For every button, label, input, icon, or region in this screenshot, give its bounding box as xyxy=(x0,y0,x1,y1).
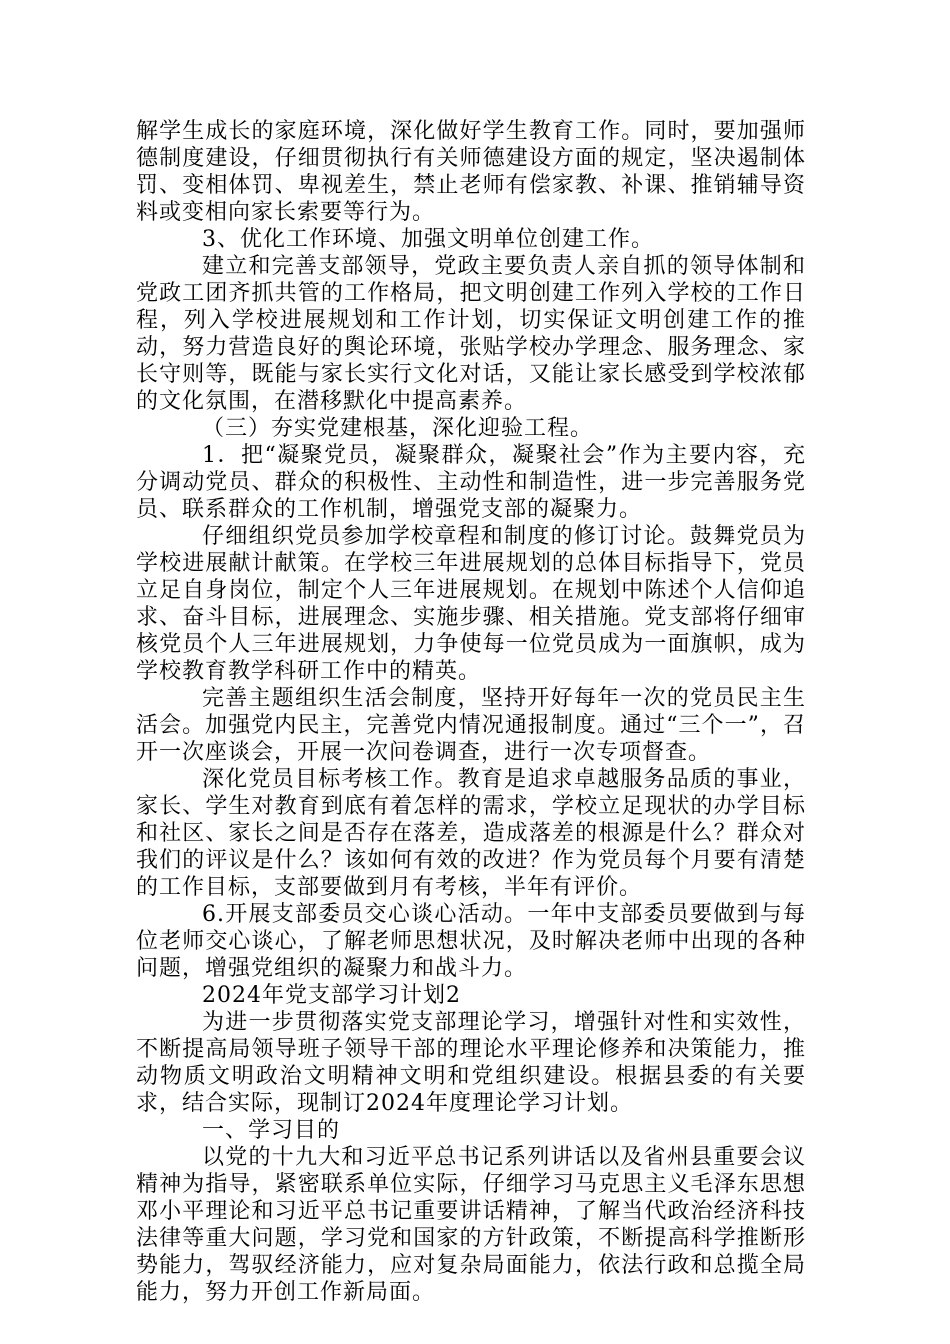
document-page xyxy=(136,118,806,1306)
section-heading: （三）夯实党建根基，深化迎验工程。 xyxy=(202,416,594,441)
body-paragraph: 建立和完善支部领导，党政主要负责人亲自抓的领导体制和党政工团齐抓共管的工作格局，把文明创建工作列入学校的工作日程，列入学校进展规划和工作计划，切实保证文明创建工作的推动，努力营造良好的舆论环境，张贴学校办学理念、服务理念、家长守则等，既能与家长实行文化对话，又能让家长感受到学校浓郁的文化氛围，在潜移默化中提高素养。 xyxy=(136,254,806,414)
section-heading: 3、优化工作环境、加强文明单位创建工作。 xyxy=(202,227,654,252)
document-title: 2024年党支部学习计划2 xyxy=(202,983,461,1008)
body-paragraph: 深化党员目标考核工作。教育是追求卓越服务品质的事业，家长、学生对教育到底有着怎样的需求，学校立足现状的办学目标和社区、家长之间是否存在落差，造成落差的根源是什么？群众对我们的评议是什么？该如何有效的改进？作为党员每个月要有清楚的工作目标，支部要做到月有考核，半年有评价。 xyxy=(136,767,806,900)
body-paragraph: 完善主题组织生活会制度，坚持开好每年一次的党员民主生活会。加强党内民主，完善党内情况通报制度。通过“三个一”，召开一次座谈会，开展一次问卷调查，进行一次专项督查。 xyxy=(136,686,806,765)
body-paragraph: 为进一步贯彻落实党支部理论学习，增强针对性和实效性，不断提高局领导班子领导干部的理论水平理论修养和决策能力，推动物质文明政治文明精神文明和党组织建设。根据县委的有关要求，结合实际，现制订2024年度理论学习计划。 xyxy=(136,1010,806,1116)
body-paragraph: 1．把“凝聚党员，凝聚群众，凝聚社会”作为主要内容，充分调动党员、群众的积极性、主动性和制造性，进一步完善服务党员、联系群众的工作机制，增强党支部的凝聚力。 xyxy=(136,443,806,522)
body-paragraph: 仔细组织党员参加学校章程和制度的修订讨论。鼓舞党员为学校进展献计献策。在学校三年进展规划的总体目标指导下，党员立足自身岗位，制定个人三年进展规划。在规划中陈述个人信仰追求、奋斗目标，进展理念、实施步骤、相关措施。党支部将仔细审核党员个人三年进展规划，力争使每一位党员成为一面旗帜，成为学校教育教学科研工作中的精英。 xyxy=(136,524,806,684)
body-paragraph: 解学生成长的家庭环境，深化做好学生教育工作。同时，要加强师德制度建设，仔细贯彻执行有关师德建设方面的规定，坚决遏制体罚、变相体罚、卑视差生，禁止老师有偿家教、补课、推销辅导资料或变相向家长索要等行为。 xyxy=(136,119,806,225)
section-heading: 一、学习目的 xyxy=(202,1118,341,1143)
body-paragraph: 以党的十九大和习近平总书记系列讲话以及省州县重要会议精神为指导，紧密联系单位实际，仔细学习马克思主义毛泽东思想邓小平理论和习近平总书记重要讲话精神，了解当代政治经济科技法律等重大问题，学习党和国家的方针政策，不断提高科学推断形势能力，驾驭经济能力，应对复杂局面能力，依法行政和总揽全局能力，努力开创工作新局面。 xyxy=(136,1145,806,1305)
body-paragraph: 6.开展支部委员交心谈心活动。一年中支部委员要做到与每位老师交心谈心，了解老师思想状况，及时解决老师中出现的各种问题，增强党组织的凝聚力和战斗力。 xyxy=(136,902,806,981)
